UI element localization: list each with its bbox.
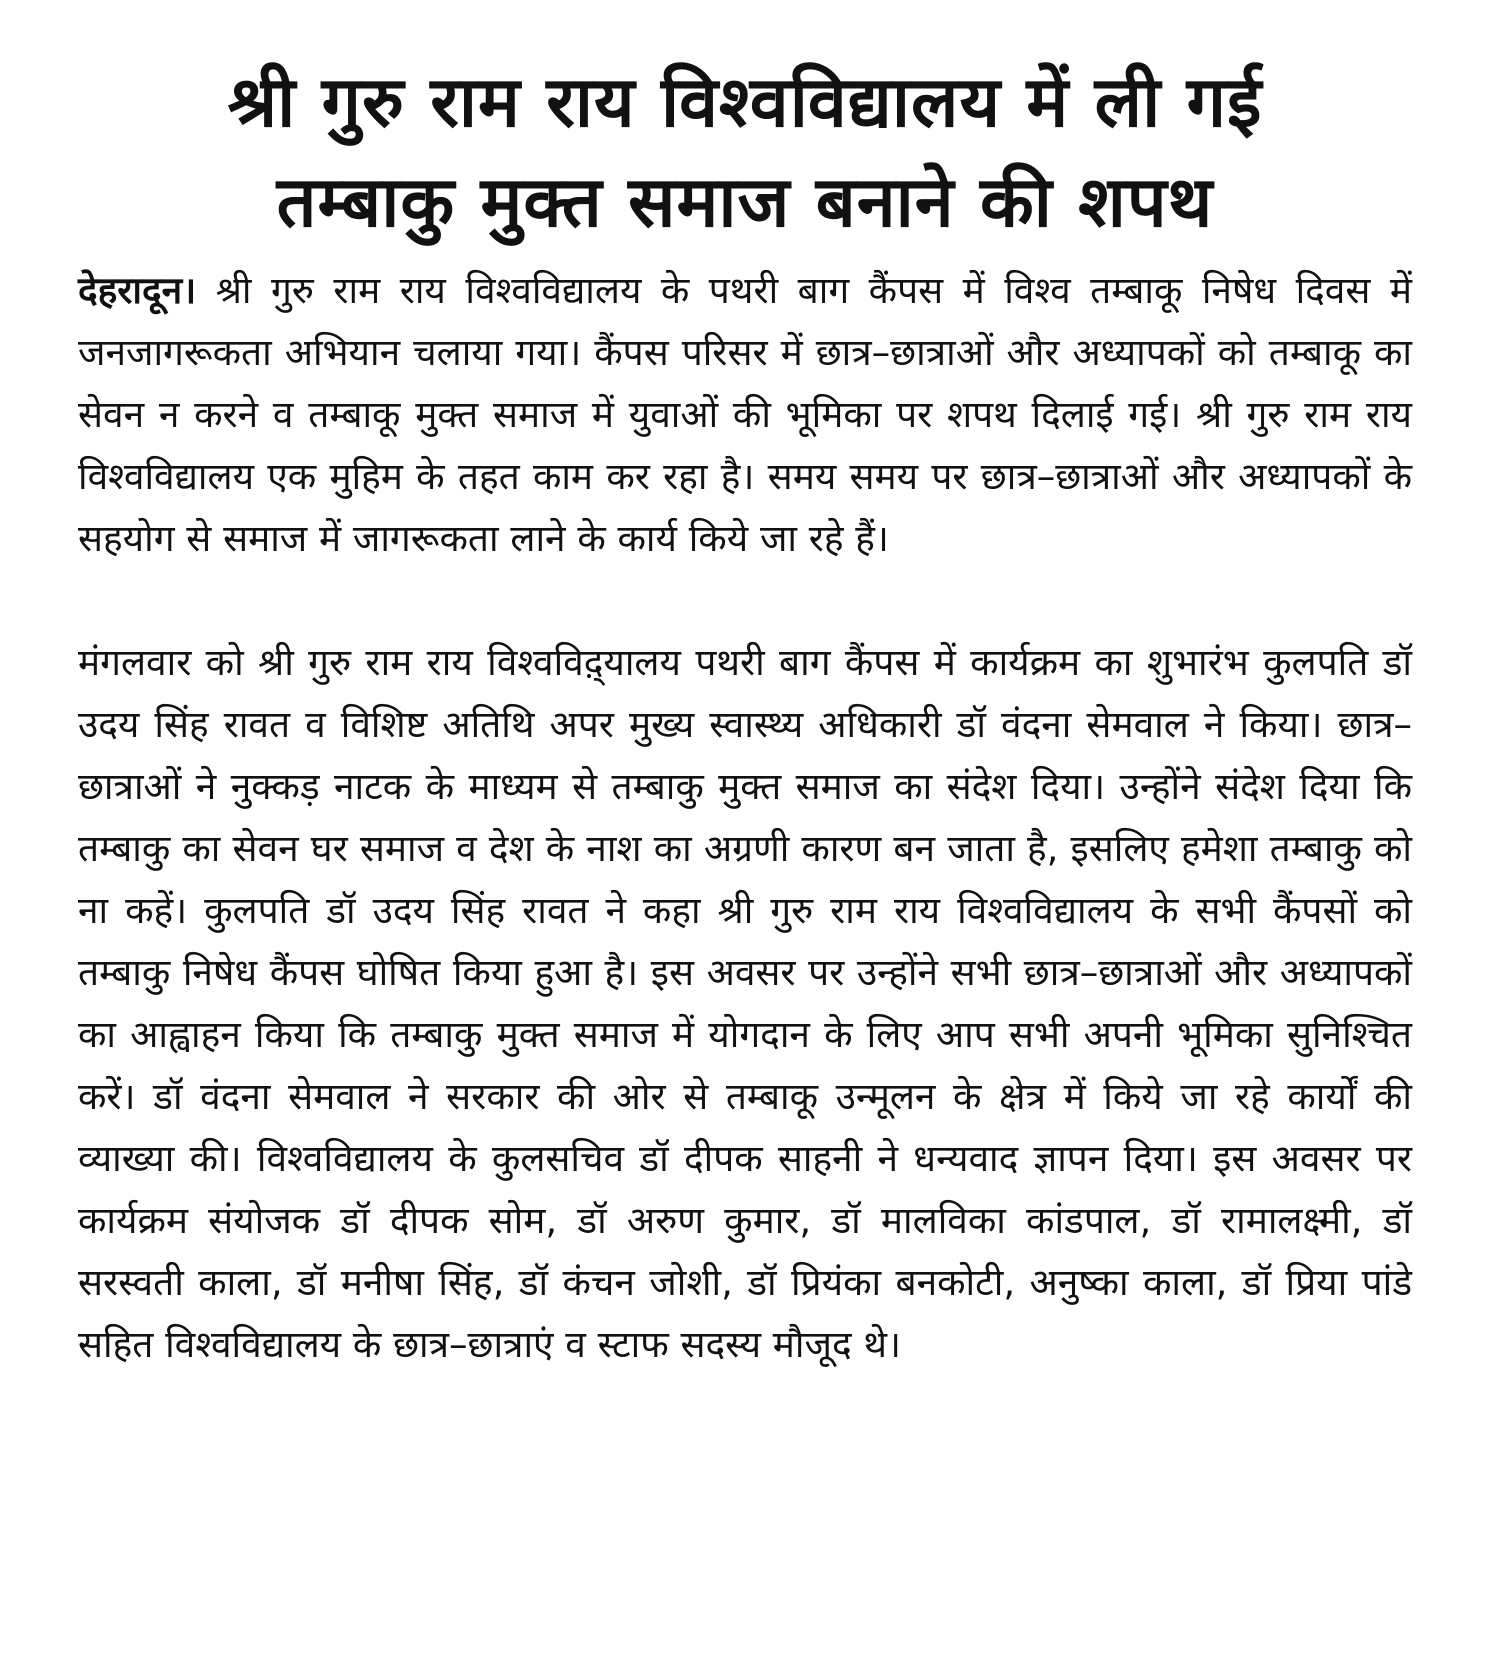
paragraph-1 xyxy=(78,260,1412,570)
headline-line-2: तम्बाकु मुक्त समाज बनाने की शपथ xyxy=(276,161,1214,243)
headline-line-1: श्री गुरु राम राय विश्वविद्यालय में ली गई xyxy=(227,61,1263,143)
paragraph-2: मंगलवार को श्री गुरु राम राय विश्वविद़्यालय पथरी बाग कैंपस में कार्यक्रम का शुभारंभ कुलपति डॉ उदय सिंह रावत व विशिष्ट अतिथि अपर मुख्य स्वास्थ्य अधिकारी डॉ वंदना सेमवाल ने किया। छात्र–छात्राओं ने नुक्कड़ नाटक के माध्यम से तम्बाकु मुक्त समाज का संदेश दिया। उन्होंने संदेश दिया कि तम्बाकु का सेवन घर समाज व देश के नाश का अग्रणी कारण बन जाता है, इसलिए हमेशा तम्बाकु को ना कहें। कुलपति डॉ उदय सिंह रावत ने कहा श्री गुरु राम राय विश्वविद्यालय के सभी कैंपसों को तम्बाकु निषेध कैंपस घोषित किया हुआ है। इस अवसर पर उन्होंने सभी छात्र–छात्राओं और अध्यापकों का आह्वाहन किया कि तम्बाकु मुक्त समाज में योगदान के लिए आप सभी अपनी भूमिका सुनिश्चित करें। डॉ वंदना सेमवाल ने सरकार की ओर से तम्बाकू उन्मूलन के क्षेत्र में किये जा रहे कार्यों की व्याख्या की। विश्वविद्यालय के कुलसचिव डॉ दीपक साहनी ने धन्यवाद ज्ञापन दिया। इस अवसर पर कार्यक्रम संयोजक डॉ दीपक सोम, डॉ अरुण कुमार, डॉ मालविका कांडपाल, डॉ रामालक्ष्मी, डॉ सरस्वती काला, डॉ मनीषा सिंह, डॉ कंचन जोशी, डॉ प्रियंका बनकोटी, अनुष्का काला, डॉ प्रिया पांडे सहित विश्वविद्यालय के छात्र–छात्राएं व स्टाफ सदस्य मौजूद थे। xyxy=(78,641,1412,1366)
paragraph-1-text: श्री गुरु राम राय विश्वविद्यालय के पथरी बाग कैंपस में विश्व तम्बाकू निषेध दिवस में जनजागरूकता अभियान चलाया गया। कैंपस परिसर में छात्र–छात्राओं और अध्यापकों को तम्बाकू का सेवन न करने व तम्बाकू मुक्त समाज में युवाओं की भूमिका पर शपथ दिलाई गई। श्री गुरु राम राय विश्वविद्यालय एक मुहिम के तहत काम कर रहा है। समय समय पर छात्र–छात्राओं और अध्यापकों के सहयोग से समाज में जागरूकता लाने के कार्य किये जा रहे हैं। xyxy=(78,269,1413,560)
dateline: देहरादून। xyxy=(78,269,197,312)
article xyxy=(78,52,1412,1376)
headline xyxy=(78,52,1412,252)
